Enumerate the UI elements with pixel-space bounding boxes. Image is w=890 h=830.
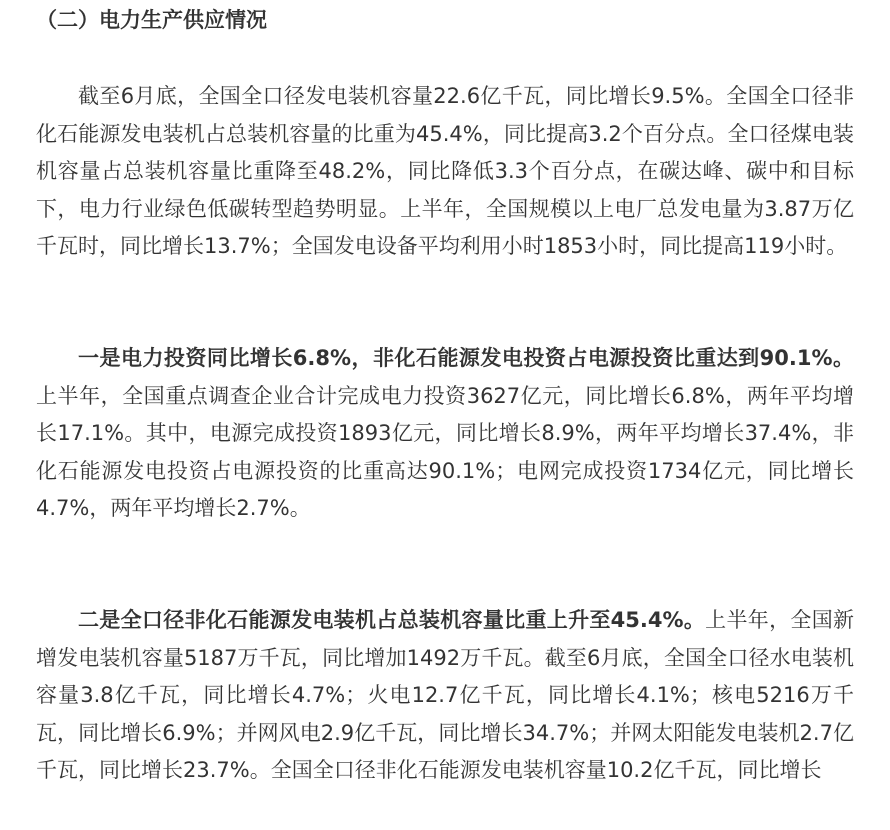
paragraph-non-fossil-capacity — [36, 602, 854, 790]
paragraph-investment — [36, 340, 854, 528]
paragraph-body: 上半年，全国重点调查企业合计完成电力投资3627亿元，同比增长6.8%，两年平均增长17.1%。其中，电源完成投资1893亿元，同比增长8.9%，两年平均增长37.4%，非化石能源发电投资占电源投资的比重高达90.1%；电网完成投资1734亿元，同比增长4.7%，两年平均增长2.7%。 — [36, 383, 854, 520]
paragraph-body: 截至6月底，全国全口径发电装机容量22.6亿千瓦，同比增长9.5%。全国全口径非化石能源发电装机占总装机容量的比重为45.4%，同比提高3.2个百分点。全口径煤电装机容量占总装机容量比重降至48.2%，同比降低3.3个百分点，在碳达峰、碳中和目标下，电力行业绿色低碳转型趋势明显。上半年，全国规模以上电厂总发电量为3.87万亿千瓦时，同比增长13.7%；全国发电设备平均利用小时1853小时，同比提高119小时。 — [36, 84, 854, 258]
paragraph-lead: 一是电力投资同比增长6.8%，非化石能源发电投资占电源投资比重达到90.1%。 — [78, 346, 854, 370]
section-heading: （二）电力生产供应情况 — [36, 8, 267, 32]
paragraph-capacity-overview — [36, 78, 854, 266]
paragraph-body: 上半年，全国新增发电装机容量5187万千瓦，同比增加1492万千瓦。截至6月底，全国全口径水电装机容量3.8亿千瓦，同比增长4.7%；火电12.7亿千瓦，同比增长4.1%；核电5216万千瓦，同比增长6.9%；并网风电2.9亿千瓦，同比增长34.7%；并网太阳能发电装机2.7亿千瓦，同比增长23.7%。全国全口径非化石能源发电装机容量10.2亿千瓦，同比增长 — [36, 608, 854, 782]
paragraph-lead: 二是全口径非化石能源发电装机占总装机容量比重上升至45.4%。 — [78, 608, 706, 632]
